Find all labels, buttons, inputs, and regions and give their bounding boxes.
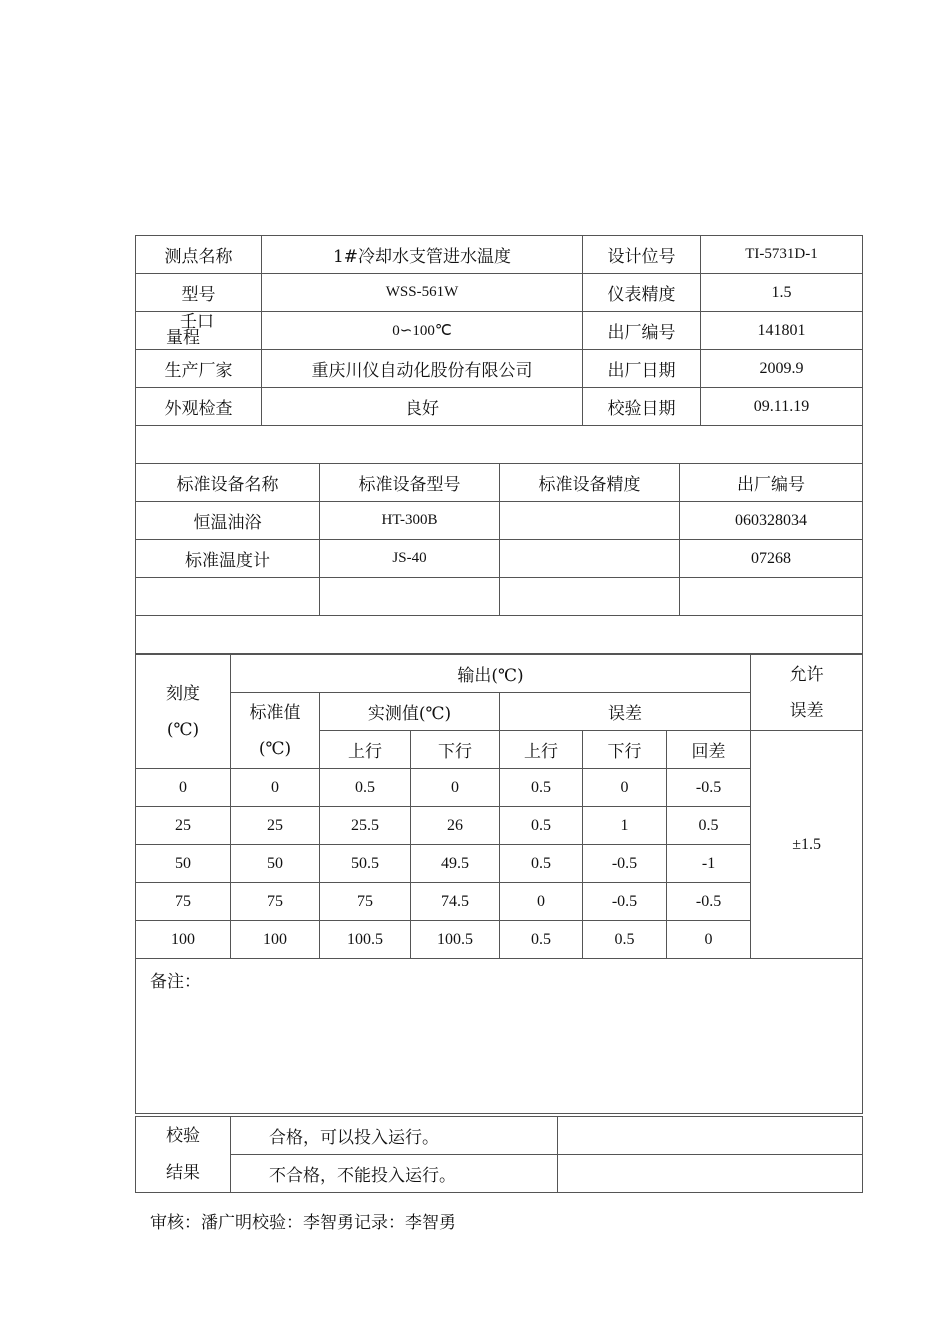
table-row [136, 1117, 863, 1155]
appearance-value: 良好 [262, 388, 583, 426]
calibration-data-table [135, 654, 863, 1114]
hysteresis-cell: -0.5 [667, 883, 751, 921]
allowed-error-header-line1: 允许 [789, 664, 824, 685]
error-down-cell: -0.5 [583, 883, 667, 921]
hysteresis-cell: -0.5 [667, 769, 751, 807]
design-tag-label: 设计位号 [583, 236, 701, 274]
allowed-error-value: ±1.5 [751, 731, 863, 959]
standard-value-header [231, 693, 320, 769]
standard-value-label: 标准值 [249, 702, 301, 723]
model-label: 型号 [136, 274, 262, 312]
table-row [136, 236, 863, 274]
measured-down-cell: 26 [411, 807, 500, 845]
range-label-top: 壬口 [180, 312, 214, 332]
measured-up-cell: 0.5 [320, 769, 411, 807]
scale-cell: 0 [136, 769, 231, 807]
model-value: WSS-561W [262, 274, 583, 312]
allowed-error-header [751, 655, 863, 731]
error-down-cell: 0 [583, 769, 667, 807]
equipment-name: 标准温度计 [136, 540, 320, 578]
equipment-name [136, 578, 320, 616]
manufacturer-label: 生产厂家 [136, 350, 262, 388]
measured-up-cell: 100.5 [320, 921, 411, 959]
result-fail-mark [558, 1155, 863, 1193]
equipment-precision [500, 540, 680, 578]
remarks-label: 备注： [150, 972, 201, 992]
remarks-cell [136, 959, 863, 1114]
manufacture-date-label: 出厂日期 [583, 350, 701, 388]
standard-value-unit: (℃) [258, 738, 292, 759]
error-up-header: 上行 [500, 731, 583, 769]
scale-cell: 75 [136, 883, 231, 921]
measured-down-cell: 0 [411, 769, 500, 807]
measured-down-cell: 49.5 [411, 845, 500, 883]
serial-label: 出厂编号 [583, 312, 701, 350]
result-pass-mark [558, 1117, 863, 1155]
error-down-cell: -0.5 [583, 845, 667, 883]
signature-footer: 审核：潘广明校验：李智勇记录：李智勇 [150, 1213, 456, 1233]
measured-up-cell: 25.5 [320, 807, 411, 845]
table-row [136, 1155, 863, 1193]
equipment-model-header: 标准设备型号 [320, 464, 500, 502]
output-header: 输出(℃) [231, 655, 751, 693]
error-up-cell: 0.5 [500, 769, 583, 807]
result-label-cell [136, 1117, 231, 1193]
appearance-label: 外观检查 [136, 388, 262, 426]
accuracy-value: 1.5 [701, 274, 863, 312]
equipment-name-header: 标准设备名称 [136, 464, 320, 502]
equipment-precision-header: 标准设备精度 [500, 464, 680, 502]
spacer-row [136, 616, 863, 654]
design-tag-value: TI-5731D-1 [701, 236, 863, 274]
equipment-model [320, 578, 500, 616]
point-name-label: 测点名称 [136, 236, 262, 274]
table-row [136, 578, 863, 616]
table-row [136, 388, 863, 426]
spacer-row [136, 426, 863, 464]
equipment-model: JS-40 [320, 540, 500, 578]
equipment-serial: 060328034 [680, 502, 863, 540]
equipment-precision [500, 502, 680, 540]
equipment-serial: 07268 [680, 540, 863, 578]
hysteresis-cell: -1 [667, 845, 751, 883]
scale-cell: 25 [136, 807, 231, 845]
equipment-serial-header: 出厂编号 [680, 464, 863, 502]
serial-value: 141801 [701, 312, 863, 350]
manufacturer-value: 重庆川仪自动化股份有限公司 [262, 350, 583, 388]
equipment-precision [500, 578, 680, 616]
scale-header-unit: (℃) [166, 719, 200, 740]
table-row [136, 312, 863, 350]
table-header-row [136, 655, 863, 693]
calibration-date-value: 09.11.19 [701, 388, 863, 426]
result-fail-text: 不合格，不能投入运行。 [231, 1155, 558, 1193]
result-label-line2: 结果 [166, 1162, 200, 1183]
result-table [135, 1116, 863, 1193]
measured-down-header: 下行 [411, 731, 500, 769]
allowed-error-header-line2: 误差 [789, 700, 824, 721]
scale-cell: 100 [136, 921, 231, 959]
manufacture-date-value: 2009.9 [701, 350, 863, 388]
instrument-info-table [135, 235, 863, 464]
hysteresis-header: 回差 [667, 731, 751, 769]
result-pass-text: 合格，可以投入运行。 [231, 1117, 558, 1155]
standard-cell: 100 [231, 921, 320, 959]
standard-equipment-table [135, 463, 863, 654]
hysteresis-cell: 0.5 [667, 807, 751, 845]
range-value: 0∽100℃ [262, 312, 583, 350]
scale-header-label: 刻度 [166, 683, 200, 704]
scale-cell: 50 [136, 845, 231, 883]
table-row [136, 540, 863, 578]
equipment-model: HT-300B [320, 502, 500, 540]
error-down-header: 下行 [583, 731, 667, 769]
point-name-value: 1#冷却水支管进水温度 [262, 236, 583, 274]
error-up-cell: 0 [500, 883, 583, 921]
standard-cell: 25 [231, 807, 320, 845]
remarks-row [136, 959, 863, 1114]
table-row [136, 350, 863, 388]
measured-up-cell: 75 [320, 883, 411, 921]
equipment-name: 恒温油浴 [136, 502, 320, 540]
table-header-row [136, 464, 863, 502]
calibration-date-label: 校验日期 [583, 388, 701, 426]
equipment-serial [680, 578, 863, 616]
measured-down-cell: 100.5 [411, 921, 500, 959]
error-up-cell: 0.5 [500, 921, 583, 959]
scale-header [136, 655, 231, 769]
range-label-cell [136, 312, 262, 350]
standard-cell: 0 [231, 769, 320, 807]
range-label [152, 314, 214, 346]
accuracy-label: 仪表精度 [583, 274, 701, 312]
error-up-cell: 0.5 [500, 845, 583, 883]
hysteresis-cell: 0 [667, 921, 751, 959]
error-down-cell: 0.5 [583, 921, 667, 959]
measured-value-header: 实测值(℃) [320, 693, 500, 731]
table-row [136, 274, 863, 312]
standard-cell: 50 [231, 845, 320, 883]
result-label-line1: 校验 [166, 1125, 200, 1146]
measured-up-header: 上行 [320, 731, 411, 769]
standard-cell: 75 [231, 883, 320, 921]
error-header: 误差 [500, 693, 751, 731]
measured-up-cell: 50.5 [320, 845, 411, 883]
error-up-cell: 0.5 [500, 807, 583, 845]
error-down-cell: 1 [583, 807, 667, 845]
measured-down-cell: 74.5 [411, 883, 500, 921]
table-row [136, 502, 863, 540]
range-label-bottom: 量程 [166, 328, 200, 348]
